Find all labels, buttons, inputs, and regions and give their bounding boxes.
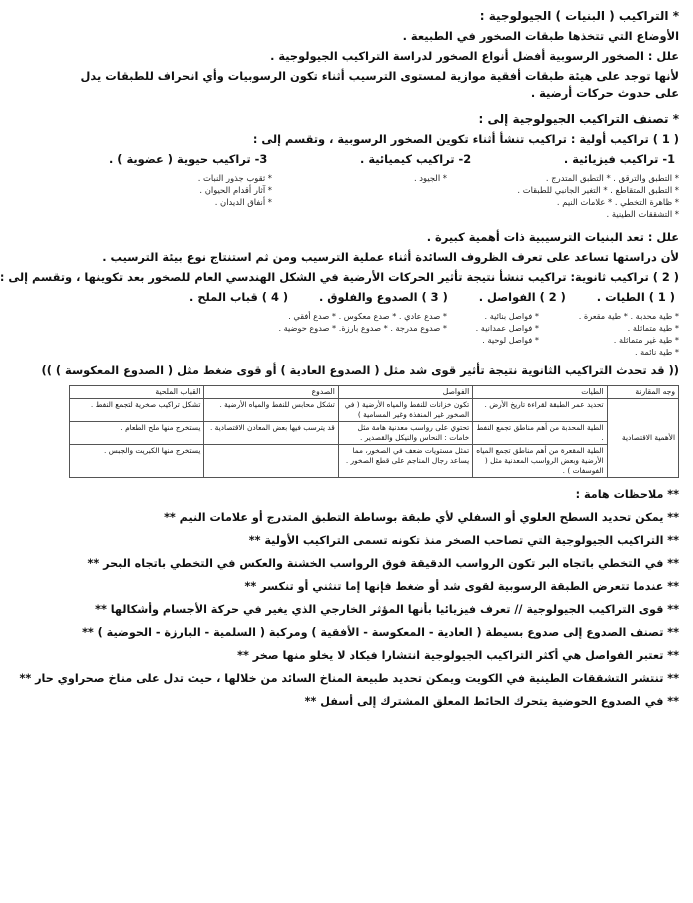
fault-examples <box>217 310 447 358</box>
primary-structures-heading: ( 1 ) تراكيب أولية : تراكيب تنشأ أثناء تكوين الصخور الرسوبية ، وتقسم إلى : <box>252 132 679 146</box>
table-cell: تكون خزانات للنفط والمياه الأرضية ( في الصخور غير المنفذة وغير المسامية ) <box>338 399 472 422</box>
table-row <box>70 445 679 478</box>
list-item: * صدع عادي . * صدع معكوس . * صدع أفقي . <box>288 311 447 321</box>
table-cell: الطية المقعرة من أهم مناطق تجمع المياه الأرضية وبعض الرواسب المعدنية مثل ( الفوسفات ) . <box>473 445 607 478</box>
note-item: ** تنتشر التشققات الطينية في الكويت ويمكن تحديد طبيعة المناخ السائد من خلالها ، حيث تدل على مناخ صحراوي حار ** <box>19 672 679 685</box>
secondary-cause-note: (( قد تحدث التراكيب الثانوية نتيجة تأثير قوى شد مثل ( الصدوع العادية ) أو قوى ضغط مثل ( الصدوع المعكوسة ) )) <box>41 363 679 377</box>
why-sedimentary-question: علل : الصخور الرسوبية أفضل أنواع الصخور لدراسة التراكيب الجيولوجية . <box>270 49 679 63</box>
type-folds: ( 1 ) الطيات . <box>596 290 675 304</box>
list-item: * فواصل لوحية . <box>482 335 539 345</box>
table-cell: تحتوي على رواسب معدنية هامة مثل خامات : النحاس والنيكل والقصدير . <box>338 422 472 445</box>
why-importance-answer: لأن دراستها تساعد على تعرف الظروف السائدة أثناء عملية الترسيب ومن ثم استنتاج نوع بيئة الترسيب . <box>102 250 679 264</box>
table-cell: الطية المحدبة من أهم مناطق تجمع النفط . <box>473 422 607 445</box>
biological-examples <box>92 172 272 220</box>
table-cell: قد يترسب فيها بعض المعادن الاقتصادية . <box>204 422 338 445</box>
table-header-cell: الطيات <box>473 386 607 399</box>
list-item: * الجيود . <box>413 173 447 183</box>
type-salt-domes: ( 4 ) قباب الملح . <box>189 290 289 304</box>
chemical-examples <box>272 172 447 220</box>
table-cell: يستخرج منها ملح الطعام . <box>70 422 204 445</box>
list-item: * آثار أقدام الحيوان . <box>199 185 272 195</box>
list-item: * طية متماثلة . <box>627 323 679 333</box>
secondary-types <box>69 290 679 304</box>
list-item: * فواصل عمدانية . <box>475 323 539 333</box>
note-item: ** تعتبر الفواصل هي أكثر التراكيب الجيولوجية انتشارا فيكاد لا يخلو منها صخر ** <box>237 649 679 662</box>
list-item: * أنفاق الديدان . <box>214 197 272 207</box>
list-item: * طية محدبة . * طية مقعرة . <box>578 311 679 321</box>
list-item: * التطبق المتقاطع . * التغير الجانبي للطبقات . <box>517 185 679 195</box>
structures-definition: الأوضاع التي تتخذها طبقات الصخور في الطبيعة . <box>402 29 679 43</box>
note-item: ** التراكيب الجيولوجية التي تصاحب الصخر منذ تكونه تسمى التراكيب الأولية ** <box>248 534 679 547</box>
table-header-cell: الفواصل <box>338 386 472 399</box>
notes-title: ** ملاحظات هامة : <box>575 488 679 501</box>
economic-importance-table <box>69 385 679 478</box>
note-item: ** في التخطي باتجاه البر تكون الرواسب الدقيقة فوق الرواسب الخشنة والعكس في التخطي باتجاه البحر ** <box>87 557 679 570</box>
note-item: ** قوى التراكيب الجيولوجية // تعرف فيزيائيا بأنها المؤثر الخارجي الذي يغير في حركة الأجسام وأشكالها ** <box>95 603 679 616</box>
table-row-label: الأهمية الاقتصادية <box>607 399 678 478</box>
category-biological: 3- تراكيب حيوية ( عضوية ) . <box>109 152 268 166</box>
table-header-cell: وجه المقارنة <box>607 386 678 399</box>
table-header-cell: القباب الملحية <box>70 386 204 399</box>
note-item: ** في الصدوع الحوضية يتحرك الحائط المعلق المشترك إلى أسفل ** <box>304 695 679 708</box>
type-joints: ( 2 ) الفواصل . <box>478 290 566 304</box>
list-item: * ظاهرة التخطي . * علامات النيم . <box>556 197 679 207</box>
table-cell: تمثل مستويات ضعف في الصخور، مما يساعد رجال المناجم على قطع الصخور . <box>338 445 472 478</box>
primary-examples <box>69 172 679 220</box>
why-importance-question: علل : تعد البنيات الترسيبية ذات أهمية كبيرة . <box>426 230 679 244</box>
list-item: * فواصل بنائية . <box>484 311 539 321</box>
list-item: * التشققات الطينية . <box>606 209 679 219</box>
physical-examples <box>447 172 679 220</box>
note-item: ** عندما تتعرض الطبقة الرسوبية لقوى شد أو ضغط فإنها إما تنثني أو تنكسر ** <box>244 580 679 593</box>
table-header-cell: الصدوع <box>204 386 338 399</box>
secondary-examples <box>69 310 679 358</box>
section-title-structures: * التراكيب ( البنيات ) الجيولوجية : <box>479 9 679 23</box>
category-physical: 1- تراكيب فيزيائية . <box>563 152 675 166</box>
table-cell: تحديد عمر الطبقة لقراءة تاريخ الأرض . <box>473 399 607 422</box>
note-item: ** تصنف الصدوع إلى صدوع بسيطة ( العادية - المعكوسة - الأفقية ) ومركبة ( السلمية - البارزة - الحوضية ) ** <box>82 626 679 639</box>
list-item: * طية غير متماثلة . <box>613 335 679 345</box>
why-sedimentary-answer: لأنها توجد على هيئة طبقات أفقية موازية لمستوى الترسيب أثناء تكون الرسوبيات وأي انحراف للطبقات يدل على حدوث حركات أرضية . <box>80 69 679 100</box>
table-header-row <box>70 386 679 399</box>
secondary-structures-heading: ( 2 ) تراكيب ثانوية: تراكيب تنشأ نتيجة تأثير الحركات الأرضية في الشكل الهندسي العام للصخور بعد تكوينها ، وتقسم إلى : <box>0 270 679 284</box>
important-notes <box>19 486 679 710</box>
list-item: * ثقوب جذور النبات . <box>197 173 272 183</box>
table-row <box>70 399 679 422</box>
list-item: * صدوع مدرجة . * صدوع بارزة. * صدوع حوضية . <box>278 323 447 333</box>
table-cell <box>204 445 338 478</box>
list-item: * طية نائمة . <box>634 347 679 357</box>
primary-categories <box>69 152 679 166</box>
table-cell: تشكل محابس للنفط والمياه الأرضية . <box>204 399 338 422</box>
joint-examples <box>447 310 539 358</box>
list-item: * التطبق والترقق . * التطبق المتدرج . <box>545 173 679 183</box>
table-row <box>70 422 679 445</box>
note-item: ** يمكن تحديد السطح العلوي أو السفلي لأي طبقة بوساطة التطبق المتدرج أو علامات النيم ** <box>164 511 679 524</box>
fold-examples <box>539 310 679 358</box>
section-title-classification: * تصنف التراكيب الجيولوجية إلى : <box>478 112 679 126</box>
type-faults: ( 3 ) الصدوع والفلوق . <box>318 290 448 304</box>
table-cell: يستخرج منها الكبريت والجبس . <box>70 445 204 478</box>
category-chemical: 2- تراكيب كيميائية . <box>360 152 472 166</box>
table-cell: تشكل تراكيب صخرية لتجمع النفط . <box>70 399 204 422</box>
